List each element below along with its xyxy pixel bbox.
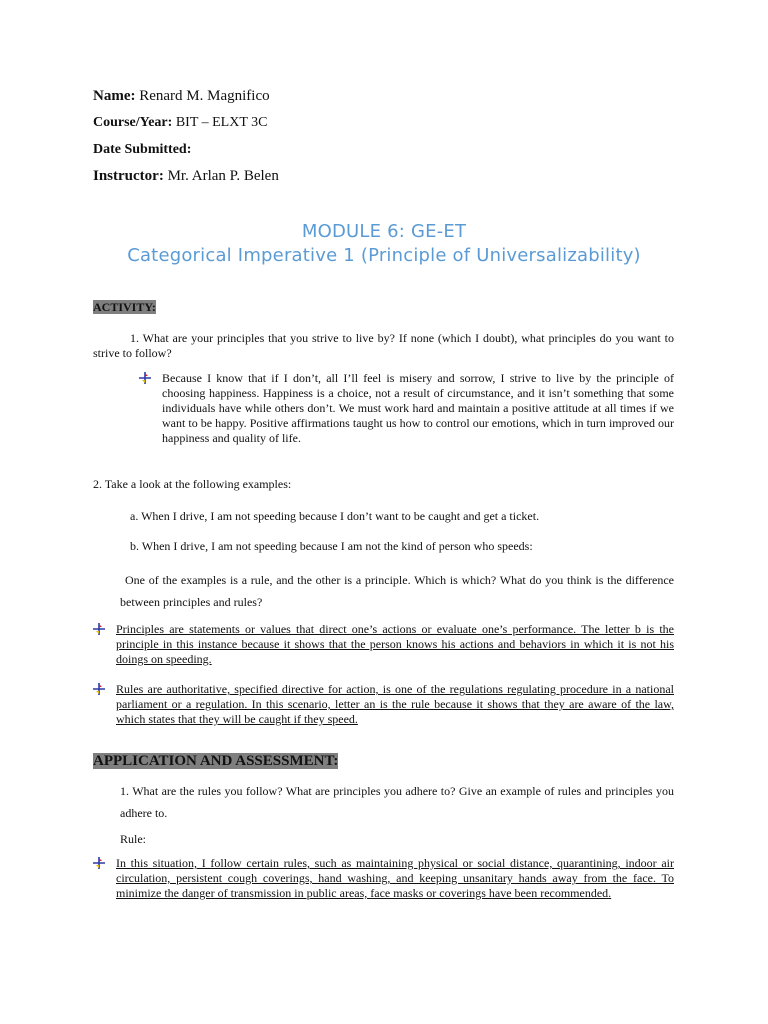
instructor-line bbox=[93, 168, 279, 185]
course-value: BIT – ELXT 3C bbox=[172, 115, 268, 130]
answer-principles-text: Principles are statements or values that direct one’s actions or evaluate one’s performance. The letter b is the principle in this instance because it shows that the person knows his actions and behaviors in which it is not his doings on speeding. bbox=[116, 622, 674, 666]
rule-label: Rule: bbox=[120, 832, 146, 846]
activity-heading-text: ACTIVITY: bbox=[93, 300, 156, 314]
instructor-value: Mr. Arlan P. Belen bbox=[163, 168, 279, 184]
activity-question-2: 2. Take a look at the following examples: bbox=[93, 477, 292, 491]
activity-heading bbox=[93, 300, 156, 315]
example-a: a. When I drive, I am not speeding because I don’t want to be caught and get a ticket. bbox=[130, 509, 540, 523]
activity-question-2c: One of the examples is a rule, and the other is a principle. Which is which? What do you think is the difference between principles and rules? bbox=[120, 573, 674, 609]
date-label: Date Submitted: bbox=[93, 142, 192, 157]
arrow-bullet-icon bbox=[93, 623, 105, 635]
arrow-bullet-icon bbox=[93, 683, 105, 695]
application-heading-text: APPLICATION AND ASSESSMENT: bbox=[93, 753, 339, 769]
name-line bbox=[93, 88, 270, 105]
module-title: MODULE 6: GE-ET bbox=[301, 221, 467, 242]
activity-question-1: 1. What are your principles that you strive to live by? If none (which I doubt), what principles do you want to strive to follow? bbox=[93, 331, 674, 360]
answer-principles bbox=[116, 622, 674, 667]
application-question-1: 1. What are the rules you follow? What are principles you adhere to? Give an example of rules and principles you adhere to. bbox=[120, 784, 674, 820]
instructor-label: Instructor: bbox=[93, 168, 164, 184]
answer-rules bbox=[116, 682, 674, 727]
application-answer-1 bbox=[116, 856, 674, 901]
example-b: b. When I drive, I am not speeding because I am not the kind of person who speeds: bbox=[130, 539, 533, 553]
name-label: Name: bbox=[93, 88, 136, 104]
arrow-bullet-icon bbox=[139, 372, 151, 384]
activity-answer-1: Because I know that if I don’t, all I’ll feel is misery and sorrow, I strive to live by the principle of choosing happiness. Happiness is a choice, not a result of circumstance, and it isn’t something that some individuals have while others don’t. We must work hard and maintain a positive attitude at all times if we want to be happy. Positive affirmations taught us how to control our emotions, which in turn improved our happiness and quality of life. bbox=[162, 371, 674, 445]
answer-rules-text: Rules are authoritative, specified directive for action, is one of the regulations regulating procedure in a national parliament or a regulation. In this scenario, letter an is the rule because it shows that they are aware of the law, which states that they will be caught if they speed. bbox=[116, 682, 674, 726]
application-answer-1-text: In this situation, I follow certain rules, such as maintaining physical or social distance, quarantining, indoor air circulation, persistent cough coverings, hand washing, and keeping unsanitary hands away from the face. To minimize the danger of transmission in public areas, face masks or coverings have been recommended. bbox=[116, 856, 674, 900]
application-heading bbox=[93, 753, 338, 770]
name-value: Renard M. Magnifico bbox=[135, 88, 270, 104]
module-subtitle: Categorical Imperative 1 (Principle of Universalizability) bbox=[127, 245, 641, 266]
arrow-bullet-icon bbox=[93, 857, 105, 869]
course-line bbox=[93, 115, 267, 131]
course-label: Course/Year: bbox=[93, 115, 173, 130]
date-line bbox=[93, 142, 191, 158]
